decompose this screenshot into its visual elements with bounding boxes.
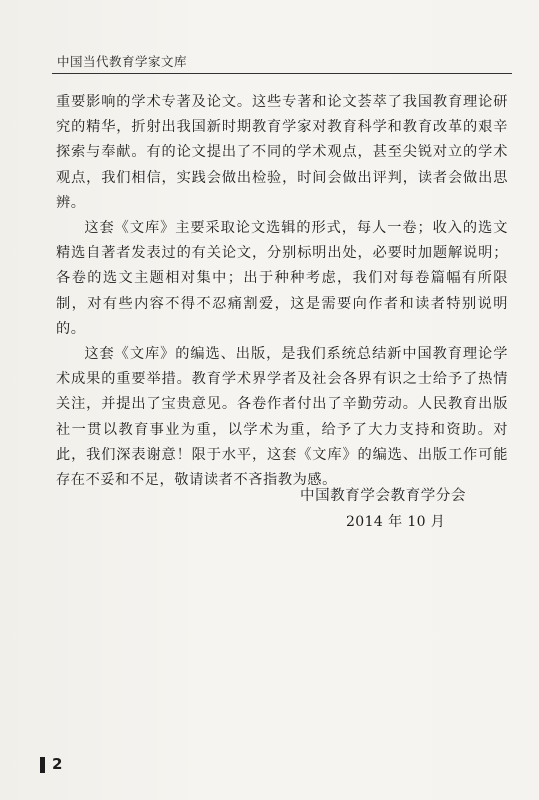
page-number: 2 <box>52 755 63 773</box>
paragraph-format: 这套《文库》主要采取论文选辑的形式，每人一卷；收入的选文精选自著者发表过的有关论文，分别标明出处，必要时加题解说明；各卷的选文主题相对集中；出于种种考虑，我们对每卷篇幅有所限制，对有些内容不得不忍痛割爱，这是需要向作者和读者特别说明的。 <box>56 220 508 337</box>
signature-organization: 中国教育学会教育学分会 <box>300 488 467 504</box>
paragraph-acknowledgement: 这套《文库》的编选、出版，是我们系统总结新中国教育理论学术成果的重要举措。教育学术界学者及社会各界有识之士给予了热情关注，并提出了宝贵意见。各卷作者付出了辛勤劳动。人民教育出版社一贯以教育事业为重，以学术为重，给予了大力支持和资助。对此，我们深表谢意！限于水平，这套《文库》的编选、出版工作可能存在不妥和不足，敬请读者不吝指教为感。 <box>56 346 508 489</box>
paragraph-continued: 重要影响的学术专著及论文。这些专著和论文荟萃了我国教育理论研究的精华，折射出我国新时期教育学家对教育科学和教育改革的艰辛探索与奉献。有的论文提出了不同的学术观点，甚至尖锐对立的学术观点，我们相信，实践会做出检验，时间会做出评判，读者会做出思辨。 <box>56 94 508 211</box>
running-header-title: 中国当代教育学家文库 <box>57 54 188 69</box>
page-number-marker <box>40 757 45 773</box>
signature-date: 2014 年 10 月 <box>346 514 446 530</box>
header-rule <box>52 73 512 74</box>
preface-body <box>56 90 508 493</box>
